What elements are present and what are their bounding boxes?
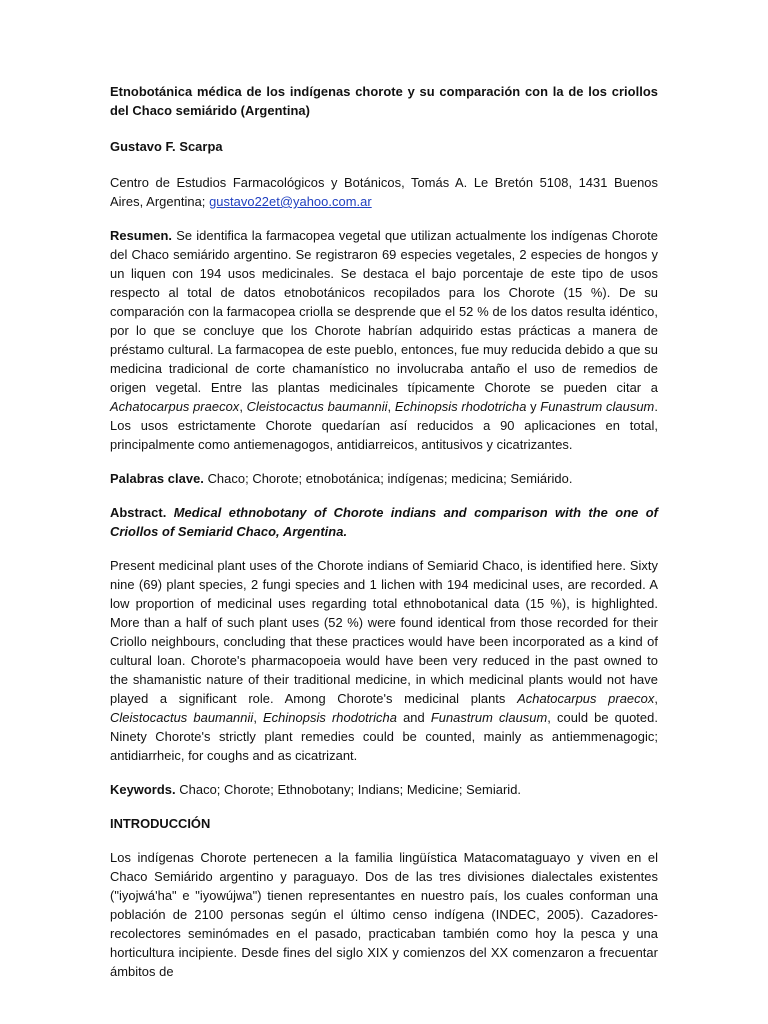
abstract-text-end: , could be quoted. Ninety Chorote's strictly plant remedies could be counted, mainly as antiemmenagogic; antidiarrheic, for coughs and as cicatrizant. bbox=[110, 710, 658, 763]
keywords-text: Chaco; Chorote; Ethnobotany; Indians; Medicine; Semiarid. bbox=[179, 782, 522, 797]
separator: , bbox=[387, 399, 392, 414]
species-name: Achatocarpus praecox bbox=[517, 691, 655, 706]
separator: y bbox=[530, 399, 537, 414]
email-link[interactable]: gustavo22et@yahoo.com.ar bbox=[209, 194, 372, 209]
resumen-text: Se identifica la farmacopea vegetal que utilizan actualmente los indígenas Chorote del Chaco semiárido argentino. Se registraron 69 especies vegetales, 2 especies de hongos y un liquen con 194 usos medicinales. Se destaca el bajo porcentaje de este tipo de usos respecto al total de datos etnobotánicos recopilados para los Chorote (15 %). De su comparación con la farmacopea criolla se desprende que el 52 % de los datos resulta idéntico, por lo que se concluye que los Chorote habrían adquirido estas prácticas a manera de préstamo cultural. La farmacopea de este pueblo, entonces, fue muy reducida debido a que su medicina tradicional de corte chamanístico no involucraba antaño el uso de remedios de origen vegetal. Entre las plantas medicinales típicamente Chorote se pueden citar a bbox=[110, 228, 658, 395]
separator: , bbox=[239, 399, 243, 414]
abstract-text: Present medicinal plant uses of the Chorote indians of Semiarid Chaco, is identified here. Sixty nine (69) plant species, 2 fungi species and 1 lichen with 194 medicinal uses, are recorded. A low proportion of medicinal uses regarding total ethnobotanical data (15 %), is highlighted. More than a half of such plant uses (52 %) were found identical from those recorded for their Criollo neighbours, concluding that these practices would have been incorporated as a kind of cultural loan. Chorote's pharmacopoeia would have been very reduced in the past owned to the shamanistic nature of their traditional medicine, in which medicinal plants would not have played a significant role. Among Chorote's medicinal plants bbox=[110, 558, 658, 706]
author-name: Gustavo F. Scarpa bbox=[110, 139, 223, 154]
affiliation bbox=[110, 173, 658, 211]
species-name: Funastrum clausum bbox=[540, 399, 655, 414]
resumen-text-end: . Los usos estrictamente Chorote quedarían así reducidos a 90 aplicaciones en total, principalmente como antiemenagogos, antidiarreicos, antitusivos y cicatrizantes. bbox=[110, 399, 658, 452]
species-name: Achatocarpus praecox bbox=[110, 399, 240, 414]
abstract-label: Abstract. bbox=[110, 505, 167, 520]
separator: , bbox=[654, 691, 658, 706]
intro-paragraph: Los indígenas Chorote pertenecen a la familia lingüística Matacomataguayo y viven en el Chaco Semiárido argentino y paraguayo. Dos de las tres divisiones dialectales existentes ("iyojwá'ha" e "iyowújwa") tienen representantes en nuestro país, los cuales conforman una población de 2100 personas según el último censo indígena (INDEC, 2005). Cazadores-recolectores seminómades en el pasado, practicaban también como hoy la pesca y una horticultura incipiente. Desde fines del siglo XIX y comienzos del XX comenzaron a frecuentar ámbitos de bbox=[110, 850, 658, 979]
abstract-heading bbox=[110, 503, 658, 541]
abstract-paragraph bbox=[110, 556, 658, 765]
section-heading: INTRODUCCIÓN bbox=[110, 816, 211, 831]
species-name: Cleistocactus baumannii bbox=[246, 399, 388, 414]
keywords bbox=[110, 780, 658, 799]
palabras-label: Palabras clave. bbox=[110, 471, 204, 486]
species-name: Echinopsis rhodotricha bbox=[263, 710, 397, 725]
palabras-text: Chaco; Chorote; etnobotánica; indígenas; medicina; Semiárido. bbox=[207, 471, 573, 486]
abstract-title: Medical ethnobotany of Chorote indians and comparison with the one of Criollos of Semiarid Chaco, Argentina. bbox=[110, 505, 658, 539]
palabras-clave bbox=[110, 469, 658, 488]
species-name: Funastrum clausum bbox=[430, 710, 548, 725]
species-name: Cleistocactus baumannii bbox=[110, 710, 254, 725]
resumen-paragraph bbox=[110, 226, 658, 454]
keywords-label: Keywords. bbox=[110, 782, 176, 797]
affiliation-text: Centro de Estudios Farmacológicos y Botánicos, Tomás A. Le Bretón 5108, 1431 Buenos Aires, Argentina; bbox=[110, 175, 658, 209]
species-name: Echinopsis rhodotricha bbox=[394, 399, 527, 414]
paper-title: Etnobotánica médica de los indígenas chorote y su comparación con la de los criollos del Chaco semiárido (Argentina) bbox=[110, 84, 658, 118]
separator: and bbox=[403, 710, 425, 725]
separator: , bbox=[253, 710, 257, 725]
resumen-label: Resumen. bbox=[110, 228, 173, 243]
